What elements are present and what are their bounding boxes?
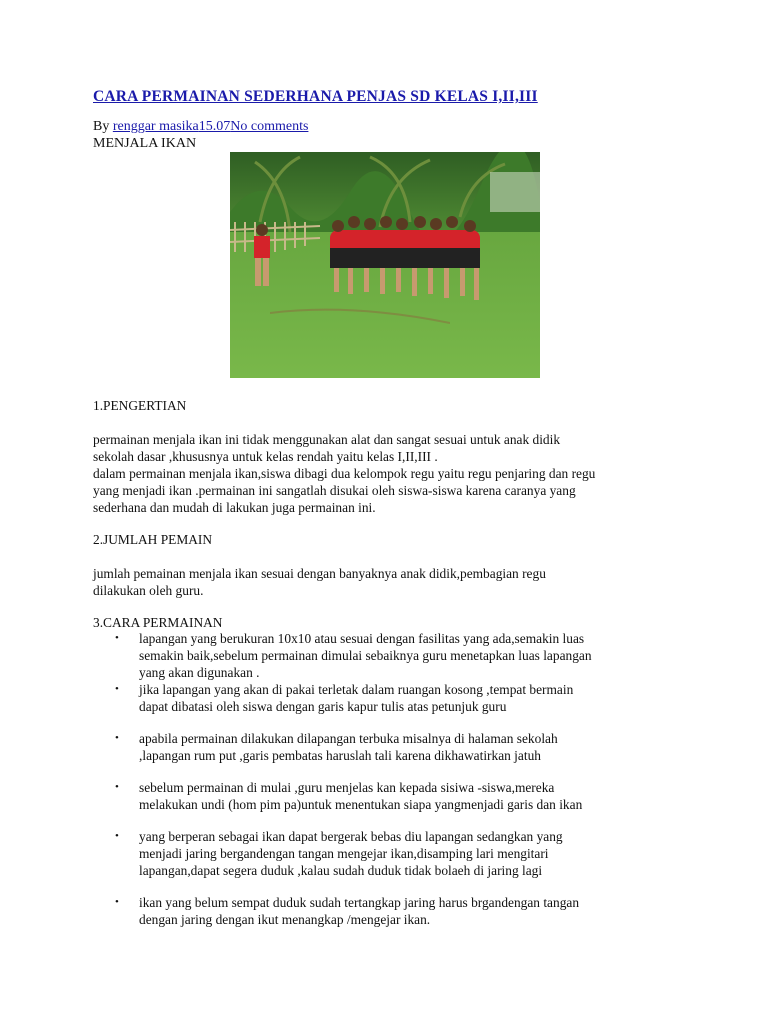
list-item <box>93 779 673 813</box>
paragraph-line: jumlah pemainan menjala ikan sesuai dengan banyaknya anak didik,pembagian regu <box>93 566 546 581</box>
list-item-line: yang berperan sebagai ikan dapat bergerak bebas diu lapangan sedangkan yang <box>139 829 563 844</box>
list-item-line: lapangan,dapat segera duduk ,kalau sudah duduk tidak bolaeh di jaring lagi <box>139 863 543 878</box>
section-jumlah-body <box>93 565 546 599</box>
section-pengertian-heading: 1.PENGERTIAN <box>93 398 187 413</box>
section-cara-heading: 3.CARA PERMAINAN <box>93 615 223 630</box>
list-item-line: lapangan yang berukuran 10x10 atau sesuai dengan fasilitas yang ada,semakin luas <box>139 631 585 646</box>
list-item-line: menjadi jaring bergandengan tangan mengejar ikan,disamping lari mengitari <box>139 846 549 861</box>
paragraph-line: sederhana dan mudah di lakukan juga permainan ini. <box>93 500 376 515</box>
list-item <box>93 894 673 928</box>
list-item <box>93 681 673 715</box>
bullet-icon: • <box>115 732 119 744</box>
paragraph-line: yang menjadi ikan .permainan ini sangatlah disukai oleh siswa-siswa karena caranya yang <box>93 483 576 498</box>
bullet-icon: • <box>115 830 119 842</box>
bullet-icon: • <box>115 632 119 644</box>
byline-prefix: By <box>93 119 113 134</box>
rules-list <box>93 630 673 928</box>
comments-link[interactable]: No comments <box>230 119 309 134</box>
paragraph-line: dalam permainan menjala ikan,siswa dibagi dua kelompok regu yaitu regu penjaring dan regu <box>93 466 596 481</box>
bullet-icon: • <box>115 683 119 695</box>
paragraph-line: sekolah dasar ,khususnya untuk kelas rendah yaitu kelas I,II,III . <box>93 449 438 464</box>
list-item-line: ,lapangan rum put ,garis pembatas haruslah tali karena dikhawatirkan jatuh <box>139 748 541 763</box>
section-jumlah-heading: 2.JUMLAH PEMAIN <box>93 532 213 547</box>
list-item-line: semakin baik,sebelum permainan dimulai sebaiknya guru menetapkan luas lapangan <box>139 648 592 663</box>
author-link[interactable]: renggar masika <box>112 119 199 134</box>
list-item <box>93 630 673 681</box>
list-item-line: melakukan undi (hom pim pa)untuk menentukan siapa yangmenjadi garis dan ikan <box>139 797 583 812</box>
list-item-line: jika lapangan yang akan di pakai terletak dalam ruangan kosong ,tempat bermain <box>139 682 574 697</box>
section-pengertian-body <box>93 431 595 516</box>
bullet-icon: • <box>115 781 119 793</box>
list-item <box>93 730 673 764</box>
paragraph-line: dilakukan oleh guru. <box>93 583 204 598</box>
list-item <box>93 828 673 879</box>
post-title[interactable]: CARA PERMAINAN SEDERHANA PENJAS SD KELAS I,II,III <box>93 88 538 105</box>
time-link[interactable]: 15.07 <box>198 119 231 134</box>
byline <box>93 119 308 135</box>
list-item-line: yang akan digunakan . <box>139 665 260 680</box>
list-item-line: dapat dibatasi oleh siswa dengan garis kapur tulis atas petunjuk guru <box>139 699 507 714</box>
paragraph-line: permainan menjala ikan ini tidak menggunakan alat dan sangat sesuai untuk anak didik <box>93 432 561 447</box>
bullet-icon: • <box>115 896 119 908</box>
post-subtitle: MENJALA IKAN <box>93 136 197 151</box>
children-playing-photo <box>230 152 540 378</box>
list-item-line: apabila permainan dilakukan dilapangan terbuka misalnya di halaman sekolah <box>139 731 558 746</box>
list-item-line: ikan yang belum sempat duduk sudah tertangkap jaring harus brgandengan tangan <box>139 895 580 910</box>
list-item-line: sebelum permainan di mulai ,guru menjelas kan kepada sisiwa -siswa,mereka <box>139 780 555 795</box>
list-item-line: dengan jaring dengan ikut menangkap /mengejar ikan. <box>139 912 431 927</box>
